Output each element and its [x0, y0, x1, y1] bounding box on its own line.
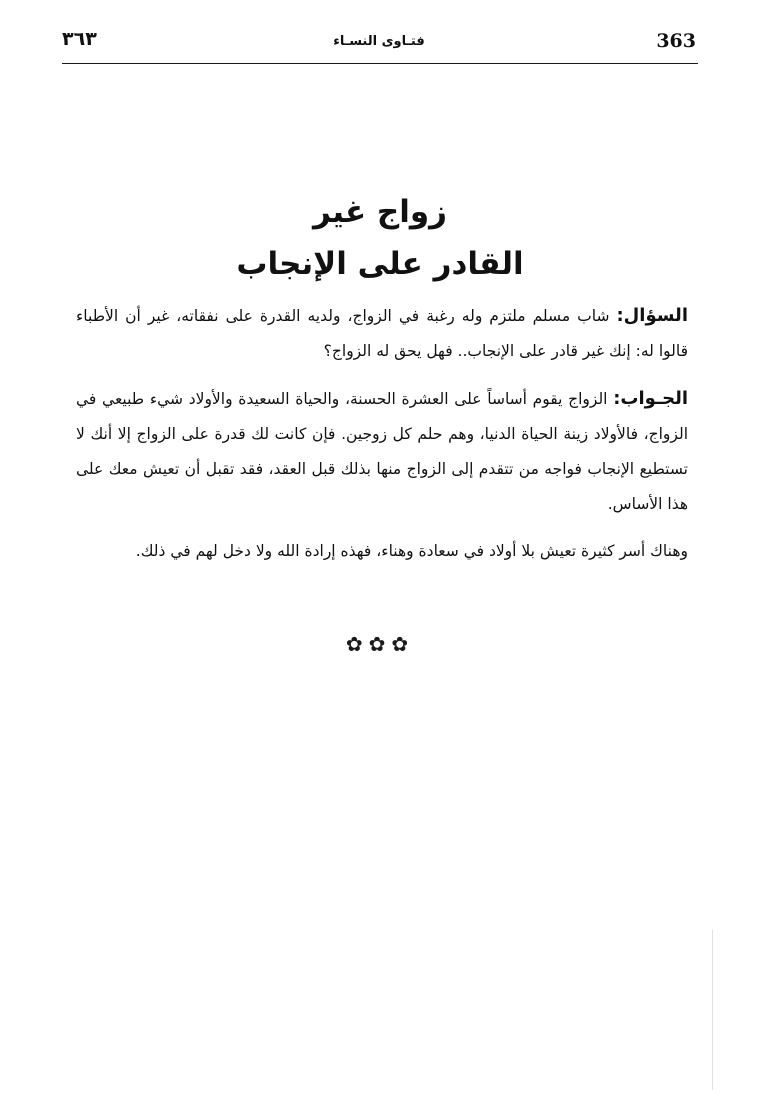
page-header	[62, 28, 696, 62]
scan-margin-line	[712, 930, 713, 1090]
answer-text: الزواج يقوم أساساً على العشرة الحسنة، والحياة السعيدة والأولاد شيء طبيعي في الزواج، فالأولاد زينة الحياة الدنيا، وهم حلم كل زوجين. فإن كانت لك قدرة على الزواج إلا أنك لا تستطيع الإنجاب فواجه من تتقدم إلى الزواج منها بذلك قبل العقد، فقد تقبل أن تعيش معك على هذا الأساس.	[76, 390, 688, 513]
page-number-arabic: ٣٦٣	[62, 28, 97, 50]
answer-paragraph	[76, 381, 688, 522]
fatwa-title	[60, 186, 700, 290]
question-label: السؤال:	[616, 305, 688, 326]
page-number-latin: 363	[656, 30, 696, 52]
answer-label: الجـواب:	[613, 388, 688, 409]
header-rule	[62, 63, 698, 64]
title-line-2: القادر على الإنجاب	[236, 246, 524, 282]
answer-paragraph-2: وهناك أسر كثيرة تعيش بلا أولاد في سعادة وهناء، فهذه إرادة الله ولا دخل لهم في ذلك.	[135, 542, 688, 560]
title-line-1: زواج غير	[313, 194, 447, 230]
question-paragraph	[76, 298, 688, 369]
question-text: شاب مسلم ملتزم وله رغبة في الزواج، ولديه القدرة على نفقاته، غير أن الأطباء قالوا له: إنك غير قادر على الإنجاب.. فهل يحق له الزواج؟	[76, 307, 688, 360]
ornament-divider: ✿✿✿	[345, 632, 415, 656]
running-title: فتـاوى النسـاء	[333, 34, 425, 49]
fatwa-body	[76, 298, 688, 581]
